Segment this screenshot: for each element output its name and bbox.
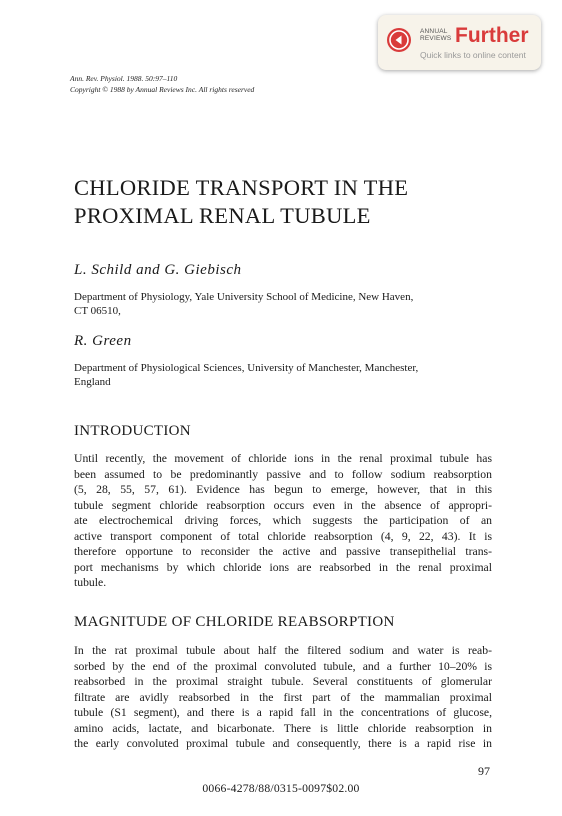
paragraph-line: ate electrochemical driving forces, which suggests the participation of an — [74, 514, 492, 527]
paragraph-line: reabsorbed in the proximal straight tubule. Several constituents of glomerular — [74, 675, 492, 688]
paragraph-line: active transport component of total chloride reabsorption (4, 9, 22, 43). It is — [74, 529, 492, 543]
paragraph-line: tubule. — [74, 576, 107, 589]
brand-line-2: REVIEWS — [420, 35, 452, 42]
page-number: 97 — [478, 764, 490, 778]
paragraph-line: amino acids, lactate, and bicarbonate. There is little chloride reabsorption in — [74, 721, 492, 735]
citation-line-2: Copyright © 1988 by Annual Reviews Inc. All rights reserved — [70, 85, 255, 94]
paragraph-line: In the rat proximal tubule about half the filtered sodium and water is reab- — [74, 644, 492, 657]
magnitude-paragraph — [74, 643, 492, 752]
affiliation-2-line-1: Department of Physiological Sciences, University of Manchester, Manchester, — [74, 362, 419, 374]
affiliation-1-line-2: CT 06510, — [74, 305, 121, 317]
paragraph-line: Until recently, the movement of chloride ions in the renal proximal tubule has — [74, 452, 492, 465]
paragraph-line: (5, 28, 55, 57, 61). Evidence has begun to emerge, however, that in this — [74, 483, 492, 496]
citation-line-1: Ann. Rev. Physiol. 1988. 50:97–110 — [70, 74, 178, 83]
title-line-1: CHLORIDE TRANSPORT IN THE — [74, 175, 409, 200]
affiliation-2-line-2: England — [74, 376, 111, 388]
title-line-2: PROXIMAL RENAL TUBULE — [74, 203, 371, 228]
author-names-1: L. Schild and G. Giebisch — [74, 262, 242, 278]
affiliation-1-line-1: Department of Physiology, Yale University School of Medicine, New Haven, — [74, 291, 414, 303]
introduction-paragraph — [74, 451, 492, 591]
annual-reviews-wordmark — [420, 28, 451, 42]
author-affiliation-2 — [74, 361, 494, 389]
paragraph-line: tubule (S1 segment), and there is a rapid fall in the concentrations of glucose, — [74, 706, 492, 719]
paragraph-line: filtrate are avidly reabsorbed in the first part of the mammalian proximal — [74, 690, 492, 704]
annual-reviews-further-badge[interactable] — [378, 15, 541, 70]
paragraph-line: sorbed by the end of the proximal convoluted tubule, and a further 10–20% is — [74, 659, 492, 673]
footer-code: 0066-4278/88/0315-0097$02.00 — [202, 782, 360, 795]
article-title — [74, 174, 504, 230]
section-heading-introduction: INTRODUCTION — [74, 423, 191, 439]
author-affiliation-1 — [74, 290, 494, 318]
further-label: Further — [455, 24, 529, 47]
paragraph-line: been assumed to be predominantly passive and to follow sodium reabsorption — [74, 467, 492, 481]
brand-line-1: ANNUAL — [420, 28, 448, 35]
quick-links-text: Quick links to online content — [420, 50, 526, 60]
paragraph-line: tubule segment chloride reabsorption occurs even in the absence of appropri- — [74, 498, 492, 512]
play-arrow-icon — [387, 28, 411, 52]
journal-citation — [70, 73, 254, 95]
paragraph-line: therefore opportune to reconsider the active and passive transepithelial trans- — [74, 545, 492, 558]
paragraph-line: the early convoluted proximal tubule and consequently, there is a rapid rise in — [74, 737, 492, 750]
section-heading-magnitude: MAGNITUDE OF CHLORIDE REABSORPTION — [74, 614, 395, 630]
author-names-2: R. Green — [74, 333, 132, 349]
paragraph-line: port mechanisms by which chloride ions are reabsorbed in the renal proximal — [74, 560, 492, 574]
